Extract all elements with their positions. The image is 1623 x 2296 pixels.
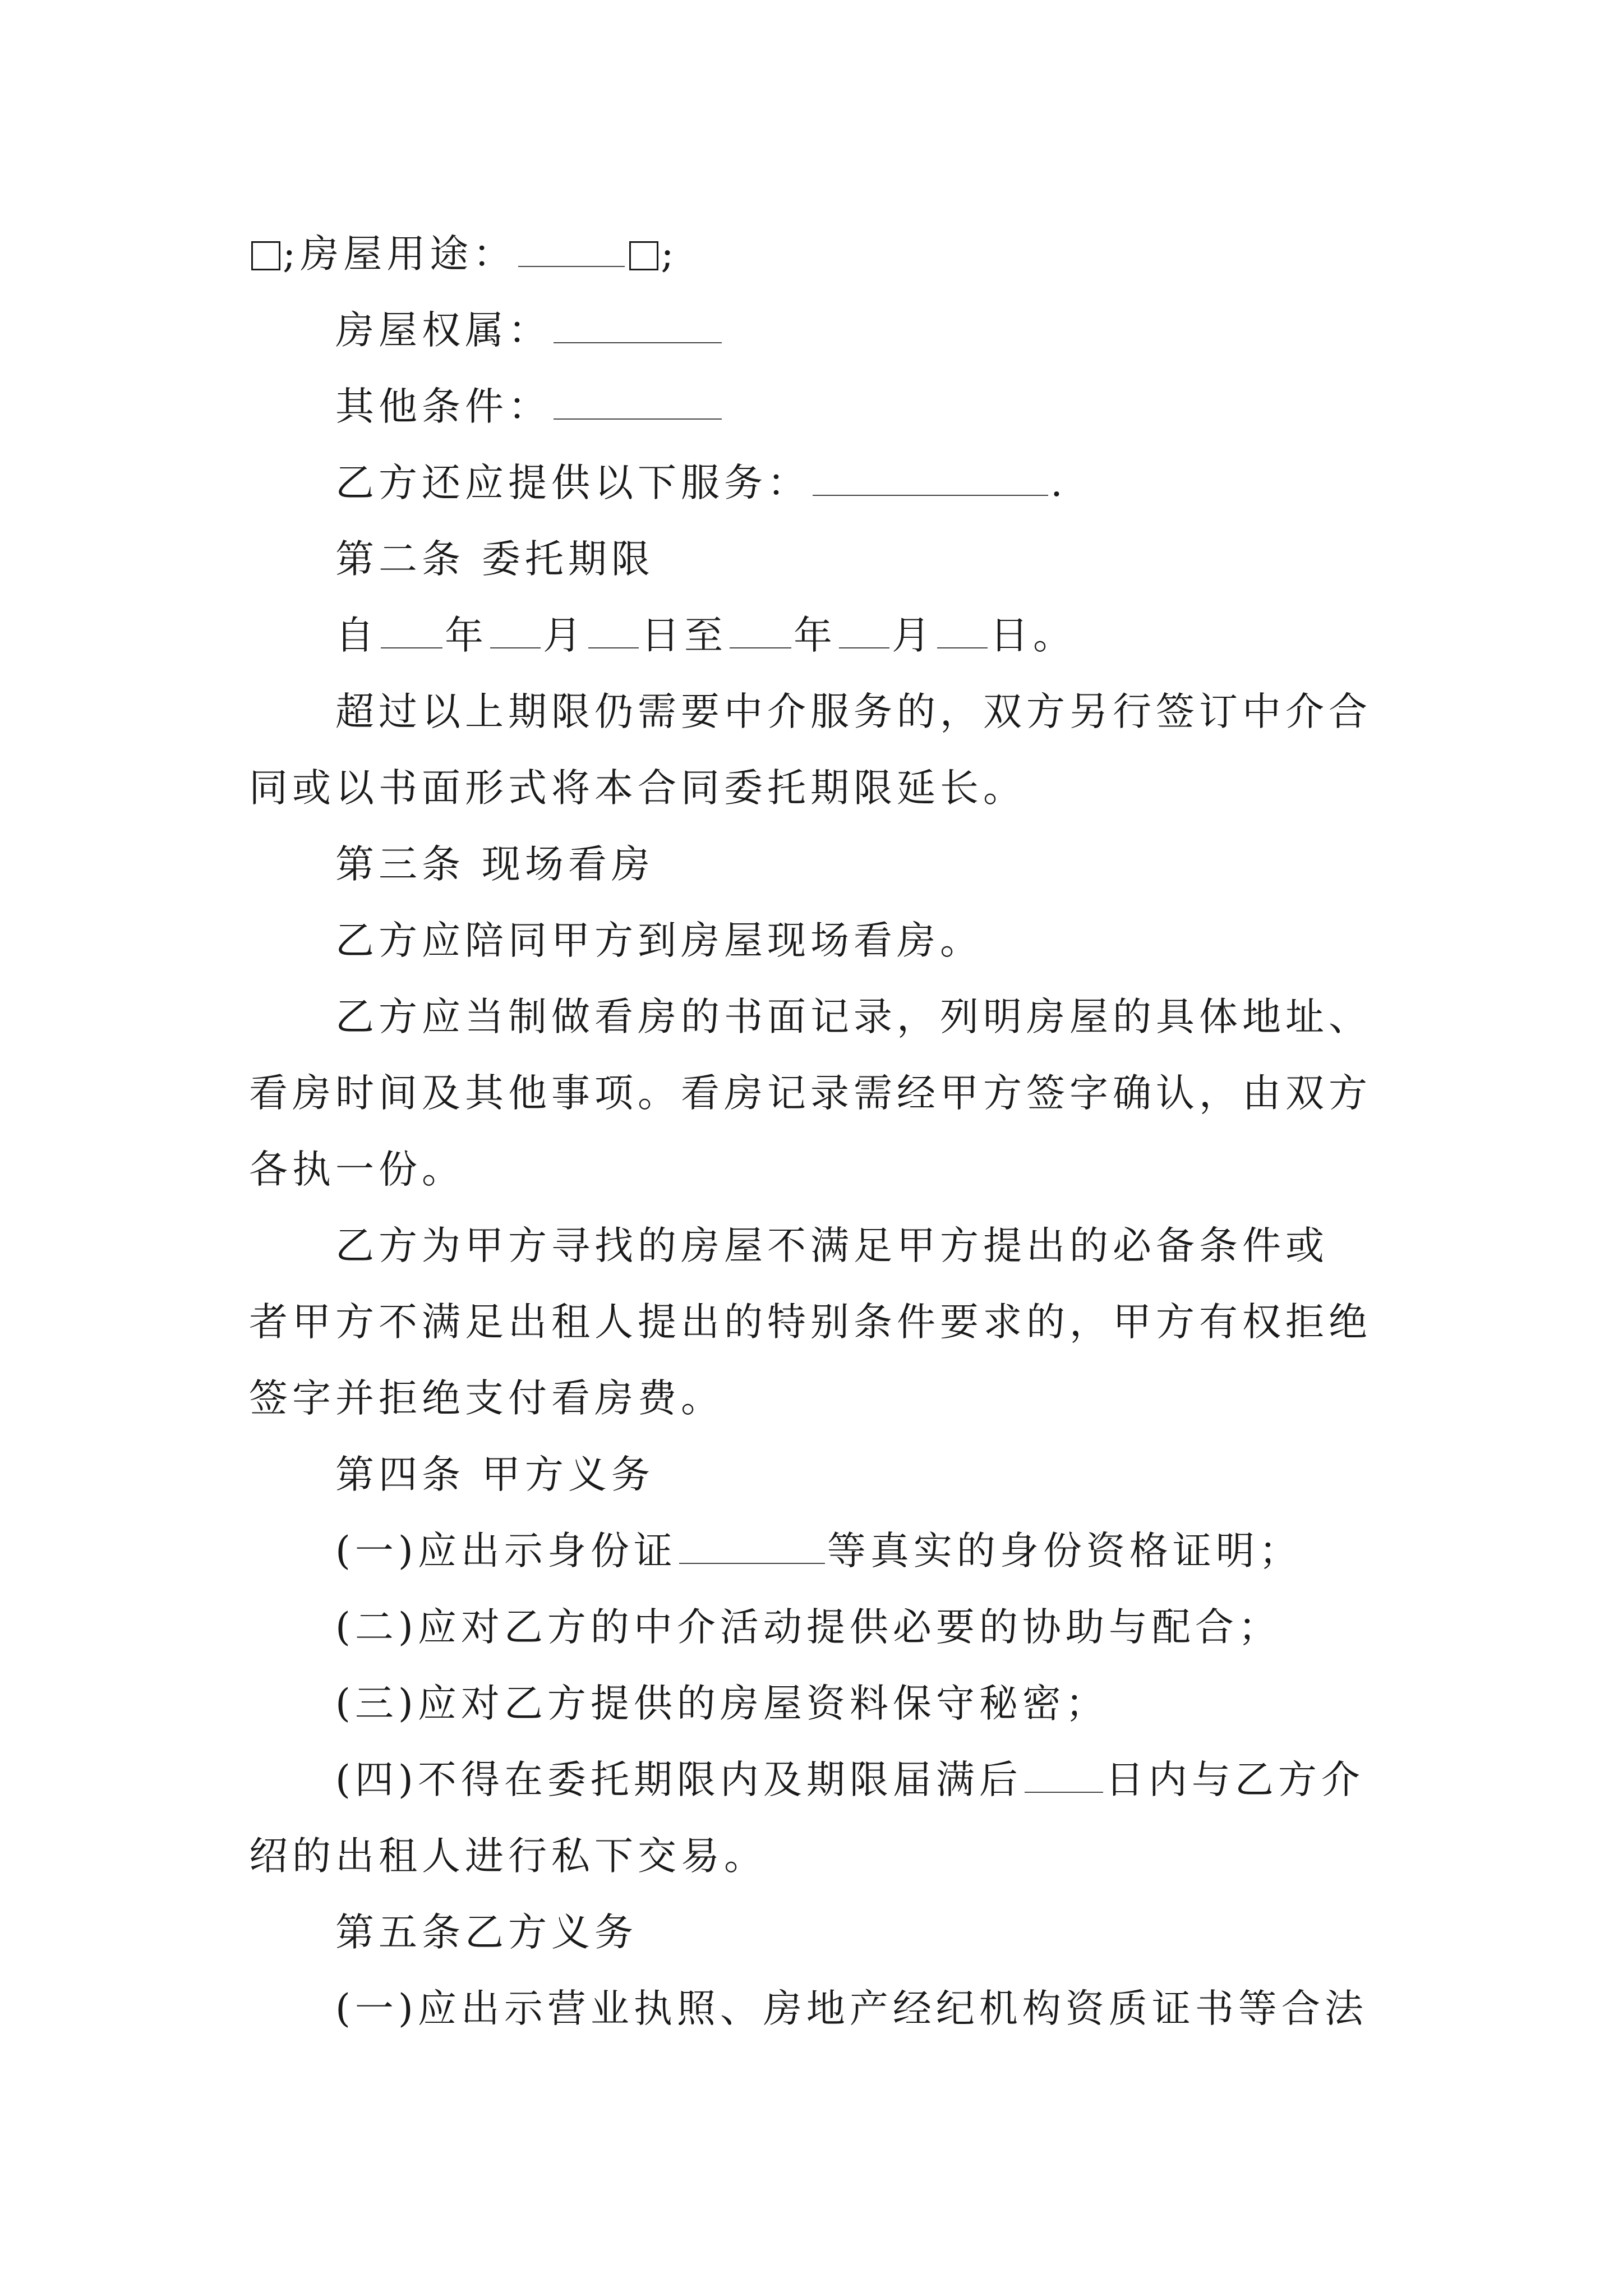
text-line: 者甲方不满足出租人提出的特别条件要求的，甲方有权拒绝	[249, 1300, 1372, 1345]
text-line: (三)应对乙方提供的房屋资料保守秘密；	[335, 1681, 1109, 1726]
text-line: 自 年 月 日至 年 月 日。	[335, 613, 1076, 658]
fill-blank	[554, 342, 722, 343]
text-line: 同或以书面形式将本合同委托期限延长。	[249, 766, 1026, 811]
checkbox[interactable]	[251, 241, 280, 270]
text-line: (一)应出示营业执照、房地产经纪机构资质证书等合法	[335, 1986, 1368, 2031]
text-line: 乙方应陪同甲方到房屋现场看房。	[335, 918, 983, 963]
text-line: (四)不得在委托期限内及期限届满后 日内与乙方介	[335, 1757, 1364, 1802]
text-line: (二)应对乙方的中介活动提供必要的协助与配合；	[335, 1605, 1281, 1650]
section-heading: 第五条乙方义务	[335, 1910, 638, 1955]
text-line: 签字并拒绝支付看房费。	[249, 1376, 724, 1421]
fill-blank	[381, 647, 442, 648]
text-line: (一)应出示身份证 等真实的身份资格证明；	[335, 1529, 1302, 1573]
fill-blank	[1025, 1792, 1103, 1793]
fill-blank	[518, 266, 625, 267]
fill-blank	[588, 647, 639, 648]
text-line: 乙方还应提供以下服务： .	[335, 461, 1067, 505]
text-line: 超过以上期限仍需要中介服务的，双方另行签订中介合	[335, 689, 1372, 734]
fill-blank	[730, 647, 791, 648]
text-line: 乙方应当制做看房的书面记录，列明房屋的具体地址、	[335, 995, 1372, 1039]
section-heading: 第四条 甲方义务	[335, 1452, 654, 1497]
fill-blank	[839, 647, 889, 648]
fill-blank	[490, 647, 541, 648]
section-heading: 第二条 委托期限	[335, 537, 654, 582]
fill-blank	[554, 418, 722, 420]
document-page	[249, 216, 1382, 2047]
fill-blank	[813, 495, 1048, 496]
text-line: 各执一份。	[249, 1147, 465, 1192]
fill-blank	[937, 647, 988, 648]
text-line: ;房屋用途： ;	[249, 216, 1382, 292]
text-line: 其他条件：	[249, 369, 1382, 445]
text-line: 绍的出租人进行私下交易。	[249, 1834, 767, 1879]
text-line: 看房时间及其他事项。看房记录需经甲方签字确认，由双方	[249, 1071, 1372, 1116]
text-line: 房屋权属：	[249, 292, 1382, 369]
fill-blank	[679, 1563, 825, 1564]
text-line: 乙方为甲方寻找的房屋不满足甲方提出的必备条件或	[335, 1223, 1329, 1268]
checkbox[interactable]	[629, 241, 658, 270]
section-heading: 第三条 现场看房	[335, 842, 654, 887]
